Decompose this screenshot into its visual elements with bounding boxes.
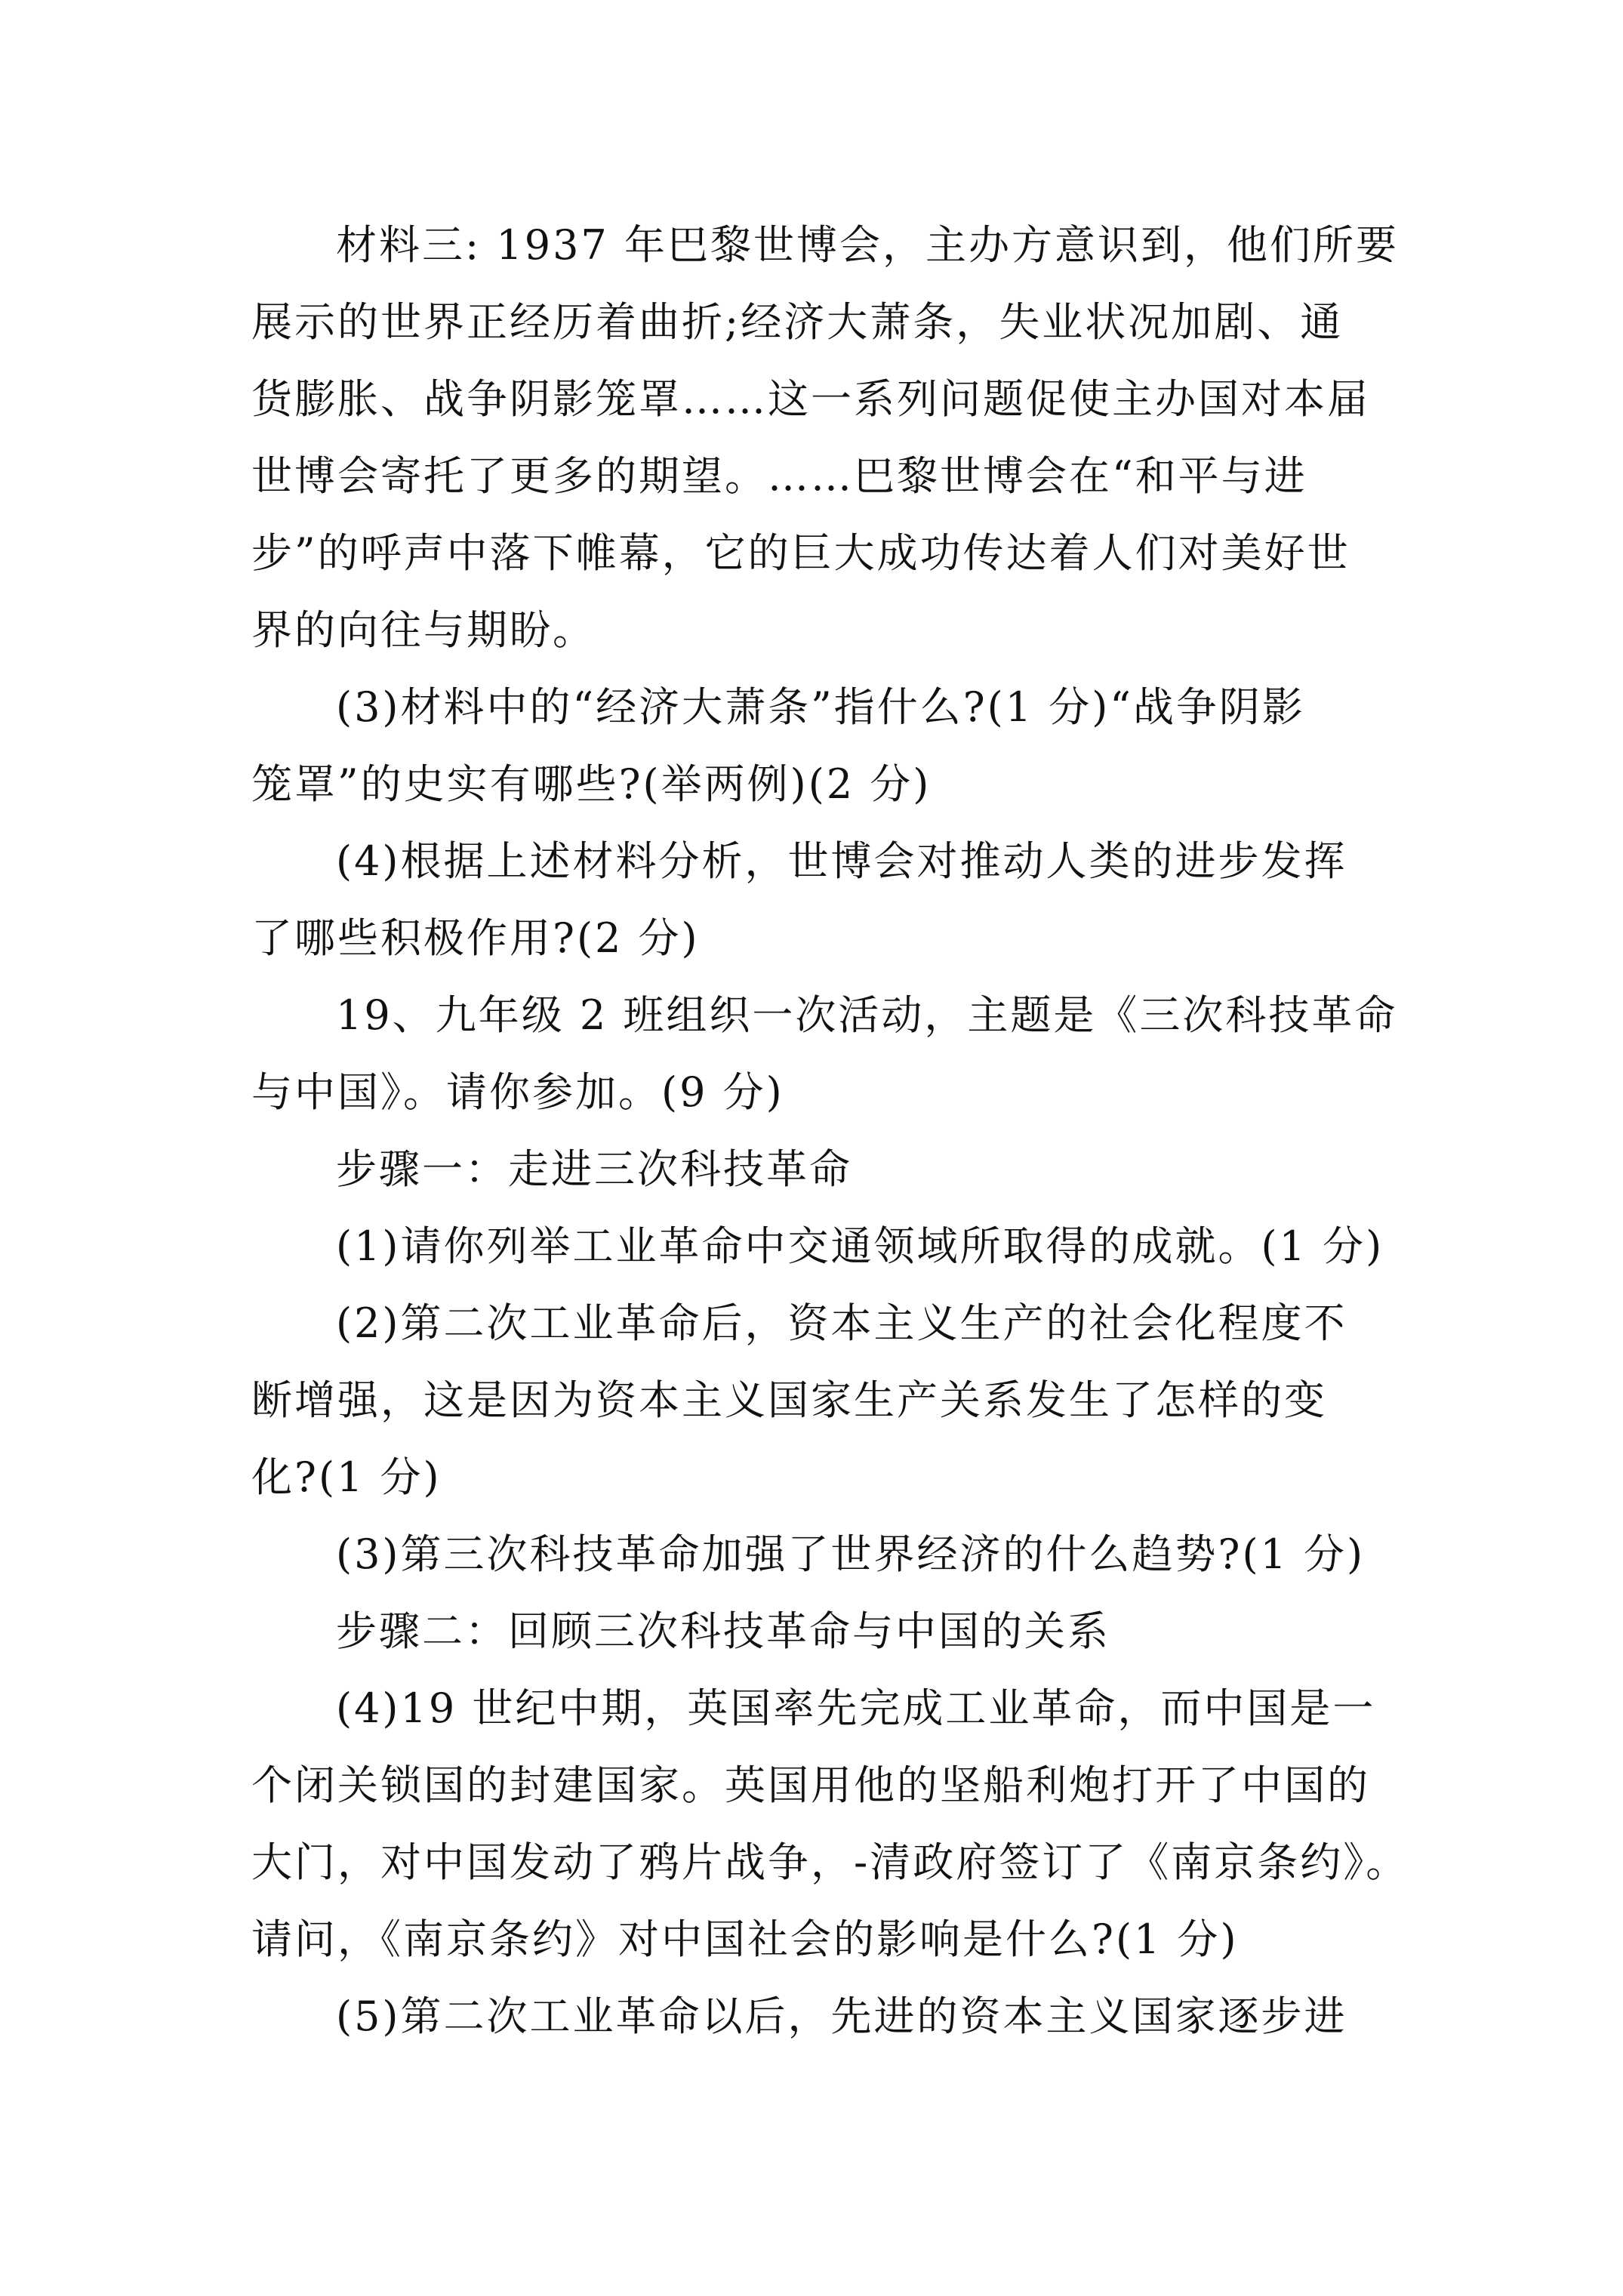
text-line: 界的向往与期盼。 <box>251 606 596 654</box>
text-line: (3)第三次科技革命加强了世界经济的什么趋势?(1 分) <box>336 1530 1366 1578</box>
text-line: (3)材料中的“经济大萧条”指什么?(1 分)“战争阴影 <box>336 683 1305 731</box>
text-line: 个闭关锁国的封建国家。英国用他的坚船利炮打开了中国的 <box>251 1761 1370 1809</box>
text-line: 化?(1 分) <box>251 1453 442 1501</box>
text-line: 世博会寄托了更多的期望。……巴黎世博会在“和平与进 <box>251 452 1307 500</box>
text-line: 货膨胀、战争阴影笼罩……这一系列问题促使主办国对本届 <box>251 375 1370 423</box>
text-line: (4)19 世纪中期，英国率先完成工业革命，而中国是一 <box>336 1684 1376 1732</box>
text-line: 步骤二：回顾三次科技革命与中国的关系 <box>336 1607 1110 1655</box>
text-line: (2)第二次工业革命后，资本主义生产的社会化程度不 <box>336 1299 1347 1347</box>
text-line: 展示的世界正经历着曲折;经济大萧条，失业状况加剧、通 <box>251 298 1344 346</box>
text-line: 与中国》。请你参加。(9 分) <box>251 1068 784 1116</box>
text-line: (1)请你列举工业革命中交通领域所取得的成就。(1 分) <box>336 1222 1384 1270</box>
text-line: 笼罩”的史实有哪些?(举两例)(2 分) <box>251 760 932 808</box>
text-line: 断增强，这是因为资本主义国家生产关系发生了怎样的变 <box>251 1376 1327 1424</box>
text-line: 材料三: 1937 年巴黎世博会，主办方意识到，他们所要 <box>336 221 1399 269</box>
text-line: 大门，对中国发动了鸦片战争，-清政府签订了《南京条约》。 <box>251 1838 1409 1886</box>
text-line: 19、九年级 2 班组织一次活动，主题是《三次科技革命 <box>336 991 1398 1039</box>
text-line: (5)第二次工业革命以后，先进的资本主义国家逐步进 <box>336 1992 1347 2040</box>
text-line: 步骤一：走进三次科技革命 <box>336 1145 852 1193</box>
text-line: 了哪些积极作用?(2 分) <box>251 914 700 962</box>
text-line: 请问，《南京条约》对中国社会的影响是什么?(1 分) <box>251 1915 1239 1963</box>
text-line: 步”的呼声中落下帷幕，它的巨大成功传达着人们对美好世 <box>251 529 1350 577</box>
text-line: (4)根据上述材料分析，世博会对推动人类的进步发挥 <box>336 837 1347 885</box>
